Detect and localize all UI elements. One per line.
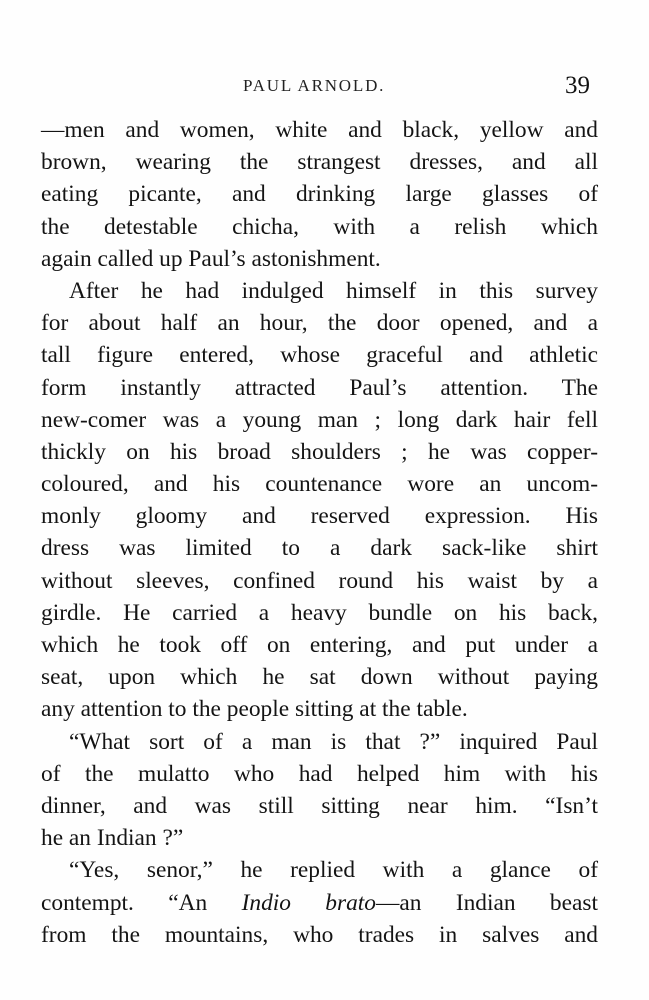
- text-line: eating picante, and drinking large glasses of: [41, 181, 598, 208]
- text-line: “What sort of a man is that ?” inquired Paul: [69, 728, 598, 755]
- body-text: [41, 114, 598, 951]
- text-line: for about half an hour, the door opened, and a: [41, 310, 598, 337]
- text-line: thickly on his broad shoulders ; he was copper-: [41, 438, 598, 465]
- text-line: form instantly attracted Paul’s attention. The: [41, 374, 598, 401]
- text-line: dinner, and was still sitting near him. “Isn’t: [41, 792, 598, 819]
- text-line: After he had indulged himself in this survey: [69, 277, 598, 304]
- text-line: dress was limited to a dark sack-like shirt: [41, 535, 598, 562]
- text-line: coloured, and his countenance wore an uncom-: [41, 471, 598, 498]
- text-segment: contempt. “An: [41, 889, 208, 916]
- text-line: any attention to the people sitting at the table.: [41, 696, 468, 723]
- text-line: the detestable chicha, with a relish which: [41, 213, 598, 240]
- text-line: girdle. He carried a heavy bundle on his back,: [41, 599, 598, 626]
- text-line: again called up Paul’s astonishment.: [41, 245, 381, 272]
- text-line: from the mountains, who trades in salves and: [41, 921, 598, 948]
- text-line: tall figure entered, whose graceful and athletic: [41, 342, 598, 369]
- text-segment: —an Indian beast: [376, 889, 598, 916]
- text-line: monly gloomy and reserved expression. His: [41, 503, 598, 530]
- text-line-mixed: [41, 887, 598, 919]
- italic-phrase: Indio brato: [241, 889, 376, 916]
- text-line: without sleeves, confined round his waist by a: [41, 567, 598, 594]
- text-line: which he took off on entering, and put under a: [41, 632, 598, 658]
- text-line: of the mulatto who had helped him with his: [41, 760, 598, 787]
- text-line: —men and women, white and black, yellow and: [41, 117, 598, 143]
- text-line: seat, upon which he sat down without paying: [41, 664, 598, 691]
- page-number: 39: [565, 72, 590, 99]
- text-line: “Yes, senor,” he replied with a glance of: [69, 857, 598, 884]
- text-line: new-comer was a young man ; long dark hair fell: [41, 406, 598, 433]
- running-head: [0, 72, 649, 102]
- text-line: brown, wearing the strangest dresses, and all: [41, 149, 598, 176]
- running-title: PAUL ARNOLD.: [243, 76, 386, 95]
- text-line: he an Indian ?”: [41, 825, 184, 852]
